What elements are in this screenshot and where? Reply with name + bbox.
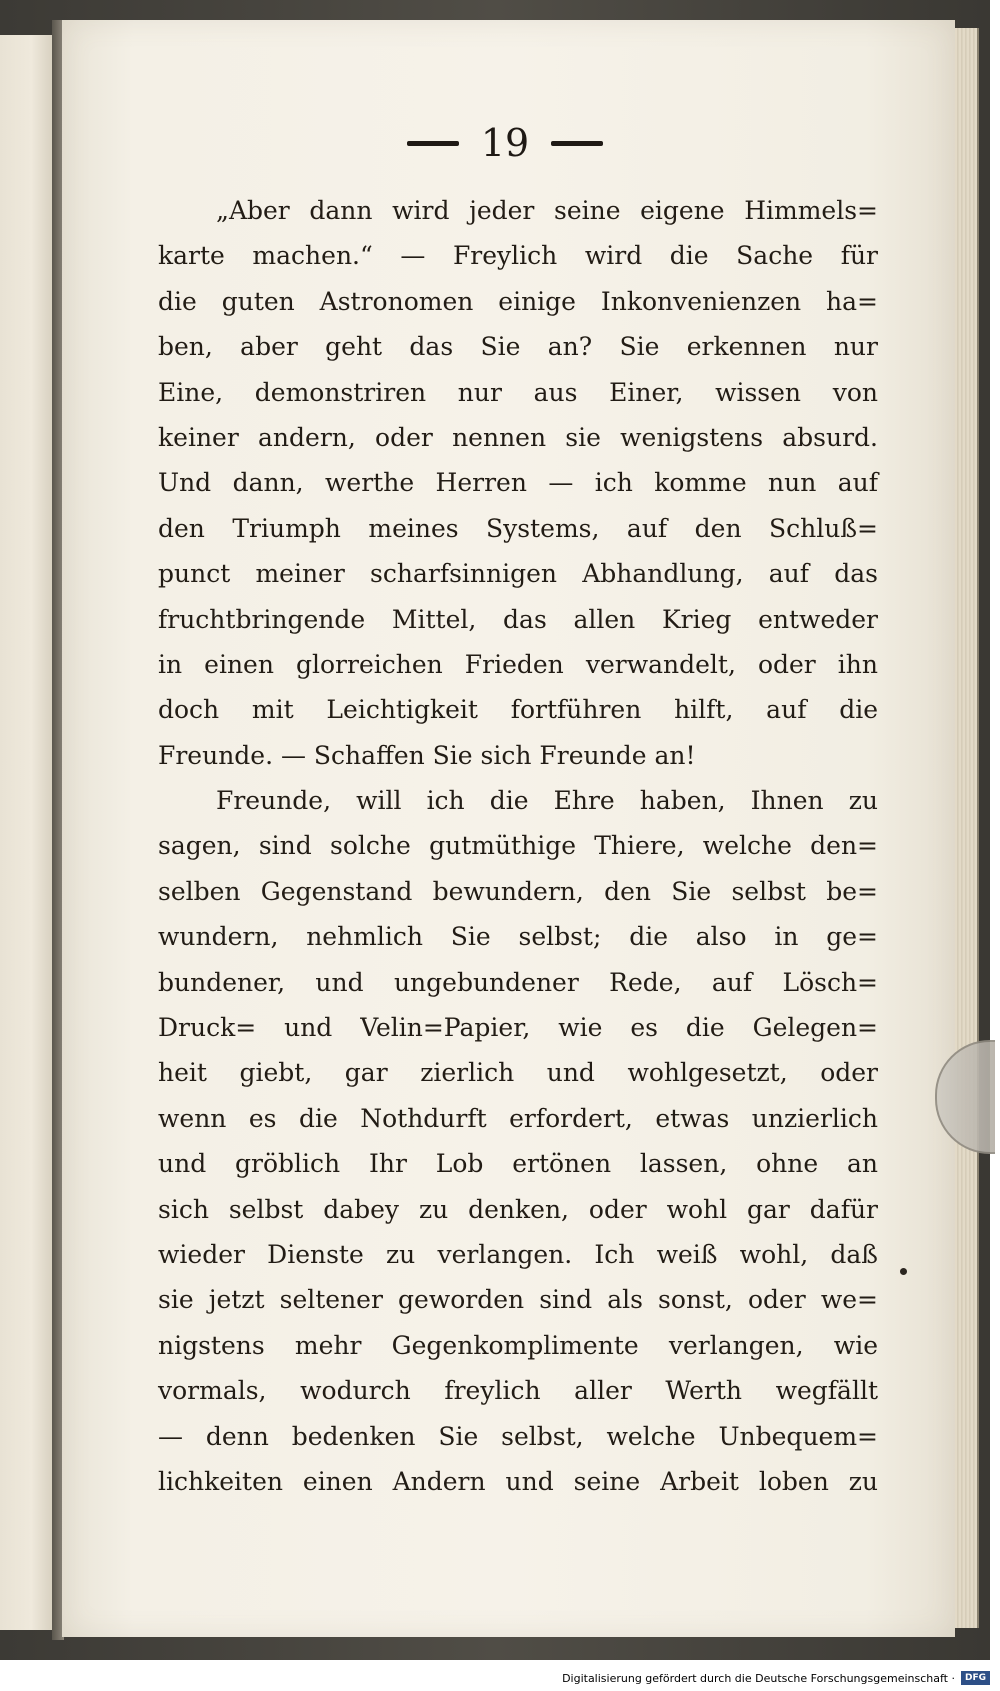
page-number-dash-right	[551, 141, 603, 146]
text-line: Druck= und Velin=Papier, wie es die Gelegen=	[158, 1013, 878, 1043]
text-line: ben, aber geht das Sie an? Sie erkennen nur	[158, 332, 878, 362]
text-line: Freunde. — Schaffen Sie sich Freunde an!	[158, 740, 696, 770]
text-line: wundern, nehmlich Sie selbst; die also in ge=	[158, 922, 878, 952]
text-line: wieder Dienste zu verlangen. Ich weiß wohl, daß	[158, 1239, 878, 1269]
text-line: Eine, demonstriren nur aus Einer, wissen von	[158, 377, 878, 407]
text-line: sich selbst dabey zu denken, oder wohl gar dafür	[158, 1194, 878, 1224]
digitization-footer	[0, 1668, 990, 1688]
text-line: nigstens mehr Gegenkomplimente verlangen, wie	[158, 1330, 878, 1360]
page-body-text	[158, 188, 878, 1504]
text-line: sie jetzt seltener geworden sind als sonst, oder we=	[158, 1285, 878, 1315]
page-number	[385, 118, 625, 168]
text-line: und gröblich Ihr Lob ertönen lassen, ohne an	[158, 1149, 878, 1179]
text-line: fruchtbringende Mittel, das allen Krieg entweder	[158, 604, 878, 634]
text-line: — denn bedenken Sie selbst, welche Unbequem=	[158, 1421, 878, 1451]
text-line: heit giebt, gar zierlich und wohlgesetzt, oder	[158, 1058, 878, 1088]
text-line: doch mit Leichtigkeit fortführen hilft, auf die	[158, 695, 878, 725]
text-line: vormals, wodurch freylich aller Werth wegfällt	[158, 1376, 878, 1406]
text-line: lichkeiten einen Andern und seine Arbeit loben zu	[158, 1466, 878, 1496]
text-line: selben Gegenstand bewundern, den Sie selbst be=	[158, 876, 878, 906]
dfg-logo: DFG	[961, 1671, 990, 1685]
text-line: karte machen.“ — Freylich wird die Sache für	[158, 241, 878, 271]
text-line: den Triumph meines Systems, auf den Schluß=	[158, 513, 878, 543]
text-line: „Aber dann wird jeder seine eigene Himmels=	[216, 196, 878, 225]
text-line: sagen, sind solche gutmüthige Thiere, welche den=	[158, 831, 878, 861]
text-line: bundener, und ungebundener Rede, auf Lösch=	[158, 967, 878, 997]
previous-page-edge	[0, 35, 53, 1630]
page-stack-edges	[955, 28, 979, 1628]
text-line: Und dann, werthe Herren — ich komme nun auf	[158, 468, 878, 498]
text-line: wenn es die Nothdurft erfordert, etwas unzierlich	[158, 1103, 878, 1133]
text-line: die guten Astronomen einige Inkonvenienzen ha=	[158, 286, 878, 316]
page-number-value: 19	[480, 121, 530, 165]
footer-credit: Digitalisierung gefördert durch die Deutsche Forschungsgemeinschaft ·	[562, 1671, 955, 1685]
text-line: punct meiner scharfsinnigen Abhandlung, auf das	[158, 559, 878, 589]
text-line: Freunde, will ich die Ehre haben, Ihnen zu	[216, 786, 878, 816]
text-line: keiner andern, oder nennen sie wenigstens absurd.	[158, 422, 878, 452]
text-line: in einen glorreichen Frieden verwandelt, oder ihn	[158, 649, 878, 679]
page-number-dash-left	[407, 141, 459, 146]
ink-spot	[900, 1268, 907, 1275]
